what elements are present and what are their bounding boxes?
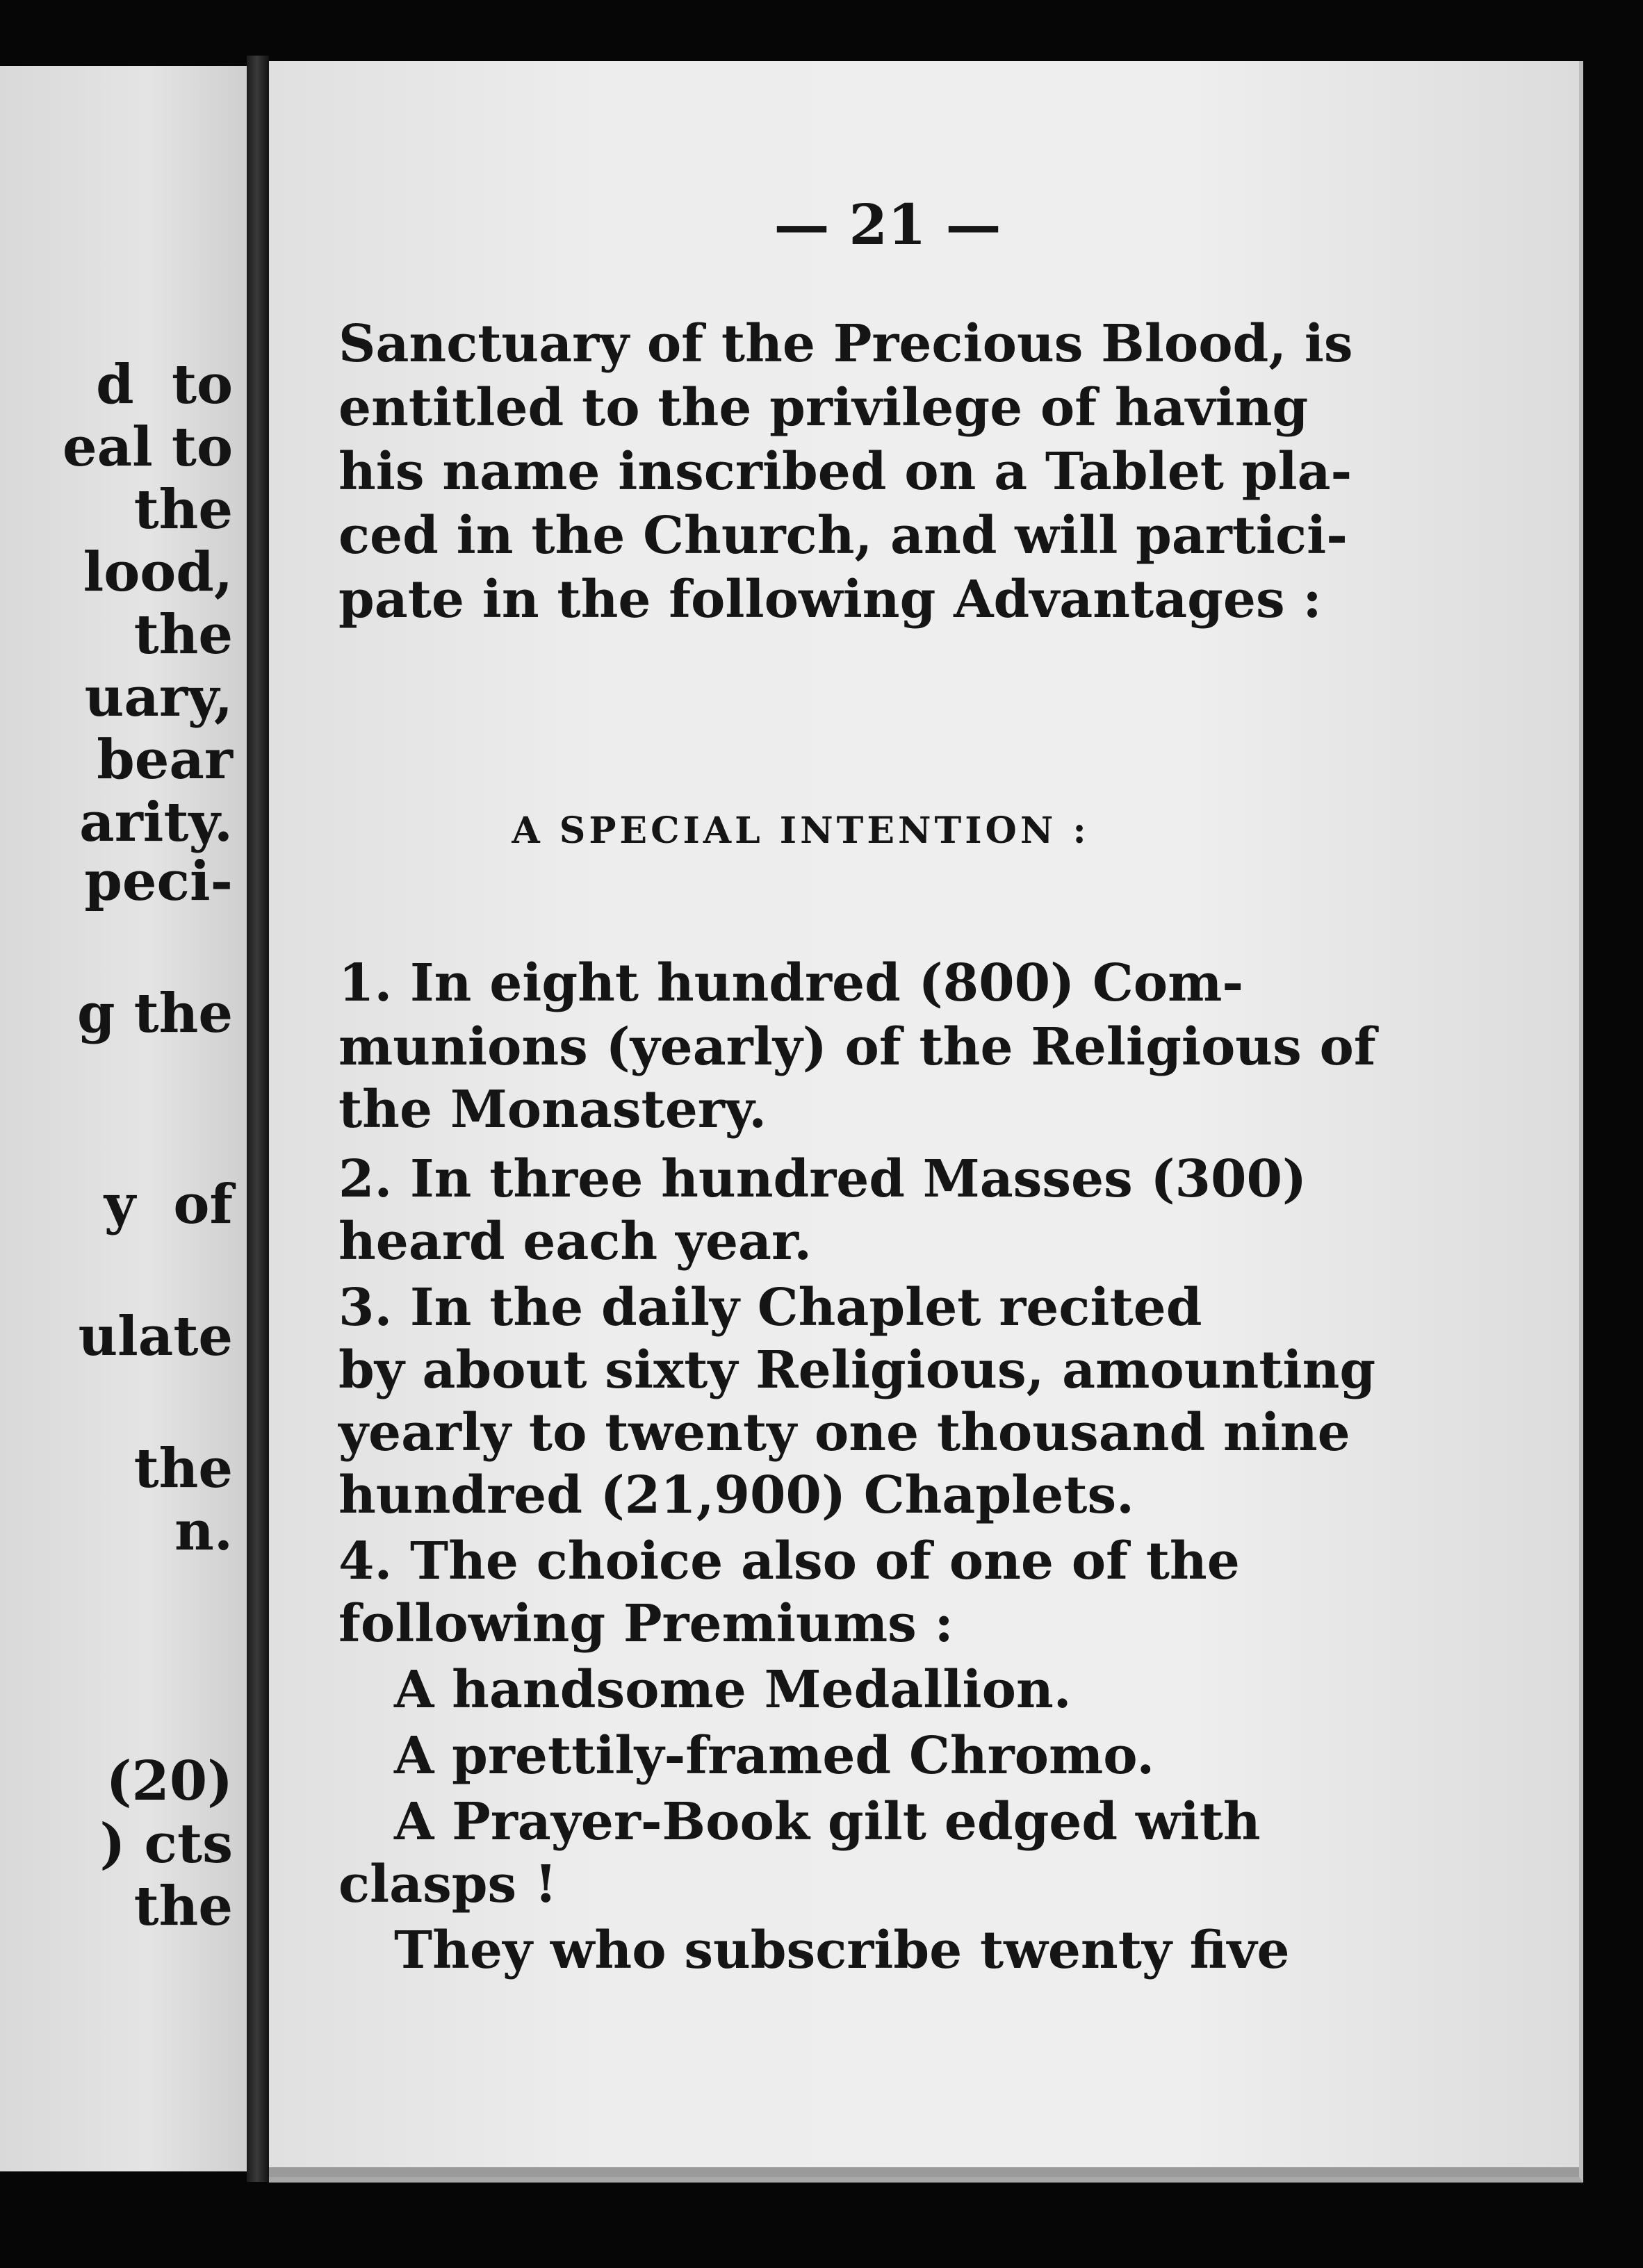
previous-page-fragment [0,66,247,2171]
previous-page-line: ) cts [99,1812,233,1875]
previous-page-line: y of [104,1173,233,1236]
book-spine [247,56,269,2182]
item-line: clasps ! [338,1855,557,1914]
previous-page-line: (20) [106,1750,233,1813]
item-line: munions (yearly) of the Religious of [338,1017,1376,1077]
previous-page-line: arity. [79,791,233,854]
item-line: the Monastery. [338,1080,767,1140]
item-line: 2. In three hundred Masses (300) [338,1149,1307,1209]
previous-page-line: the [133,478,233,541]
previous-page-line: lood, [83,541,233,604]
intro-line: ced in the Church, and will partici- [338,506,1348,566]
premium-line: A Prayer-Book gilt edged with [394,1792,1261,1852]
page-number: — 21 — [774,192,1002,257]
intro-line: his name inscribed on a Tablet pla- [338,442,1352,502]
item-line: 4. The choice also of one of the [338,1531,1240,1591]
item-line: They who subscribe twenty five [394,1921,1290,1980]
item-line: 1. In eight hundred (800) Com- [338,953,1244,1013]
section-heading: A SPECIAL INTENTION : [512,810,1090,852]
previous-page-line: the [133,1875,233,1938]
current-page [269,61,1583,2183]
intro-line [338,314,1444,374]
premium-line: A handsome Medallion. [394,1660,1072,1720]
previous-page-line: g the [76,982,233,1045]
item-line: by about sixty Religious, amounting [338,1340,1376,1400]
previous-page-line: bear [97,728,233,791]
previous-page-line: eal to [62,416,233,479]
previous-page-line: uary, [84,666,233,729]
intro-line: entitled to the privilege of having [338,378,1309,438]
page-bottom-edge [269,2167,1579,2177]
premium-line: A prettily-framed Chromo. [394,1726,1155,1786]
item-line: yearly to twenty one thousand nine [338,1403,1350,1463]
previous-page-line: the [133,1437,233,1500]
item-line: 3. In the daily Chaplet recited [338,1278,1202,1338]
item-line: following Premiums : [338,1594,954,1654]
intro-text: Sanctuary of the Precious Blood, is [338,314,1353,374]
previous-page-line: n. [174,1499,233,1563]
previous-page-line: ulate [78,1305,233,1368]
previous-page-line: the [133,603,233,666]
intro-line: pate in the following Advantages : [338,570,1322,630]
item-line: hundred (21,900) Chaplets. [338,1465,1134,1525]
item-line: heard each year. [338,1212,812,1272]
previous-page-line: peci- [84,850,233,913]
previous-page-line: d to [96,353,233,416]
